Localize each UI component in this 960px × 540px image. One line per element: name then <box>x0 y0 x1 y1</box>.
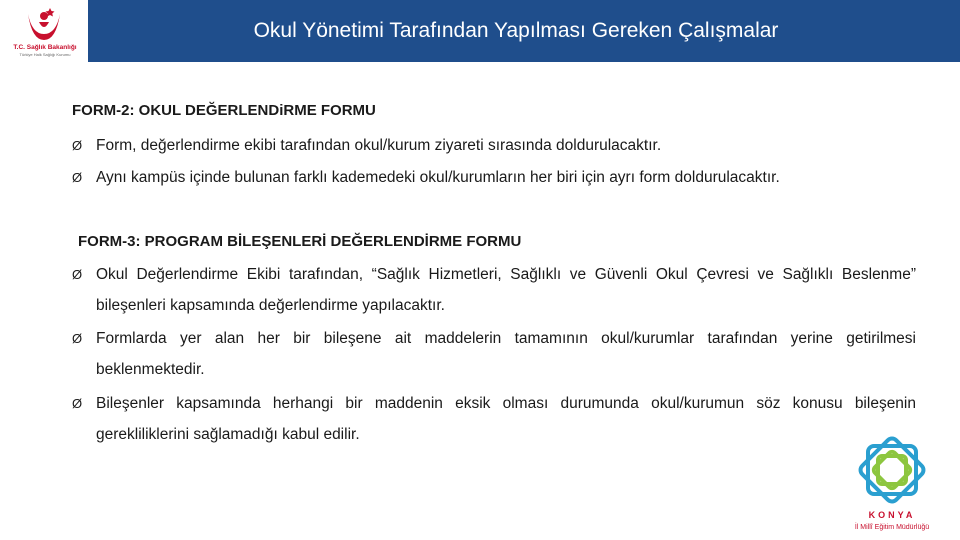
form2-bullet-2 <box>72 162 916 193</box>
arrow-bullet-icon: Ø <box>72 170 83 185</box>
bullet-text: Aynı kampüs içinde bulunan farklı kademedeki okul/kurumların her biri için ayrı form doldurulacaktır. <box>96 169 780 186</box>
logo-subtext: Türkiye Halk Sağlığı Kurumu <box>19 52 71 57</box>
page-title: Okul Yönetimi Tarafından Yapılması Gereken Çalışmalar <box>253 19 779 42</box>
arrow-bullet-icon: Ø <box>72 396 83 411</box>
bullet-text: Bileşenler kapsamında herhangi bir maddenin eksik olması durumunda okul/kurumun söz konusu bileşenin gerekliliklerini sağlamadığı kabul edilir. <box>96 395 916 443</box>
form3-bullet-1 <box>72 259 916 321</box>
ministry-logo <box>0 0 88 62</box>
form3-heading: FORM-3: PROGRAM BİLEŞENLERİ DEĞERLENDİRME FORMU <box>78 233 522 250</box>
form3-bullet-3 <box>72 388 916 450</box>
logo-text: T.C. Sağlık Bakanlığı <box>13 44 77 51</box>
arrow-bullet-icon: Ø <box>72 331 83 346</box>
form2-heading: FORM-2: OKUL DEĞERLENDiRME FORMU <box>72 102 376 119</box>
arrow-bullet-icon: Ø <box>72 267 83 282</box>
bullet-text: Okul Değerlendirme Ekibi tarafından, “Sağlık Hizmetleri, Sağlıklı ve Güvenli Okul Çevresi ve Sağlıklı Beslenme” bileşenleri kapsamında değerlendirme yapılacaktır. <box>96 266 916 314</box>
konya-star-icon <box>840 428 944 510</box>
form3-bullet-2 <box>72 323 916 385</box>
konya-subtitle: İl Millî Eğitim Müdürlüğü <box>854 524 930 531</box>
arrow-bullet-icon: Ø <box>72 138 83 153</box>
konya-name: KONYA <box>868 510 916 520</box>
bullet-text: Form, değerlendirme ekibi tarafından okul/kurum ziyareti sırasında doldurulacaktır. <box>96 137 662 154</box>
konya-logo <box>840 428 944 538</box>
bullet-text: Formlarda yer alan her bir bileşene ait maddelerin tamamının okul/kurumlar tarafından yerine getirilmesi beklenmektedir. <box>96 330 916 378</box>
form2-bullet-1 <box>72 130 916 161</box>
header-bar <box>0 0 960 62</box>
ministry-logo-icon <box>22 4 66 44</box>
